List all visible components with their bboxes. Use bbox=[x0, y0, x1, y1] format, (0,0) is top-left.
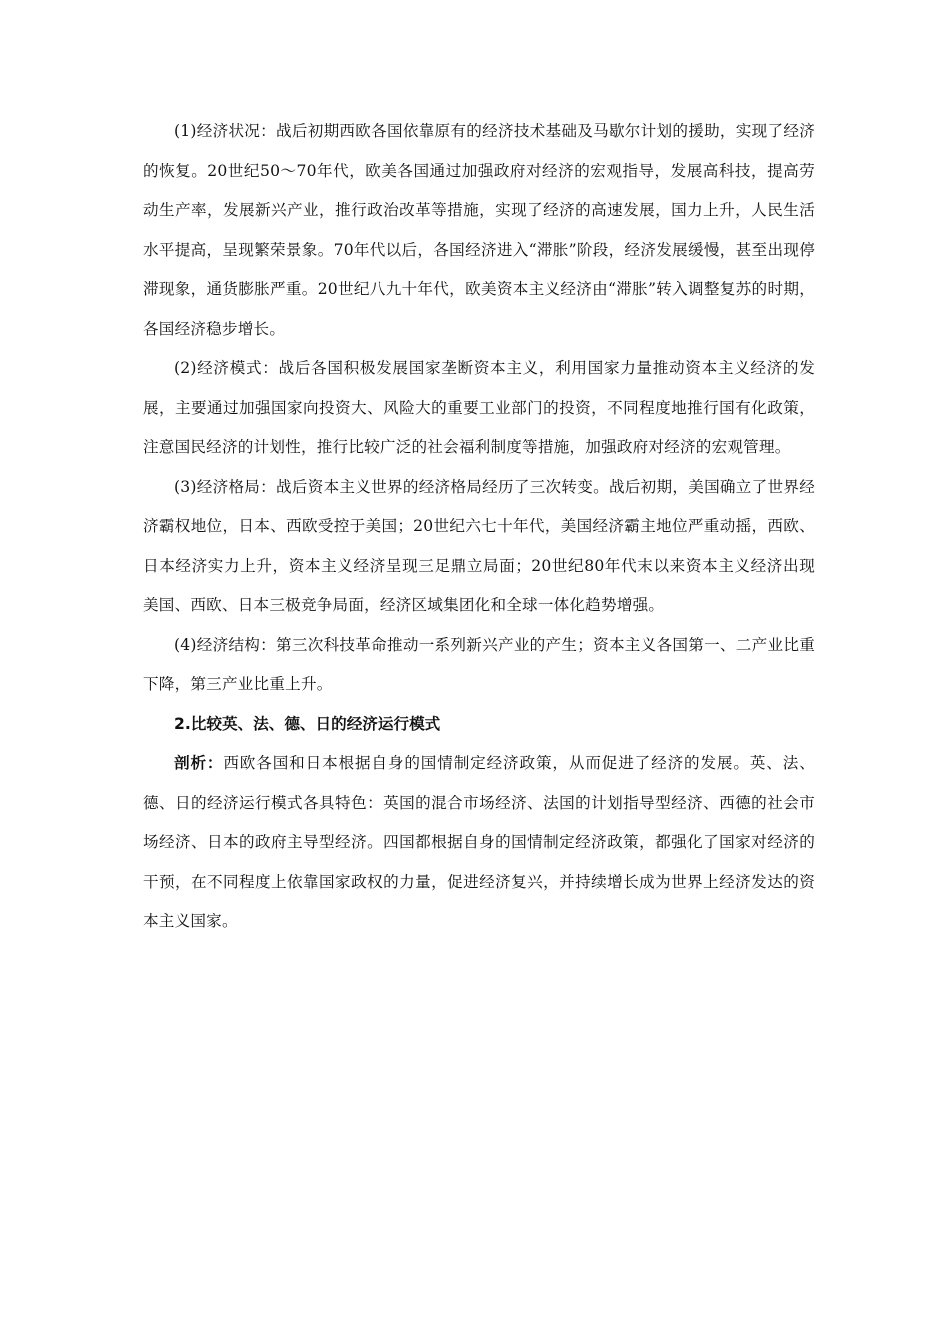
paragraph-economic-structure: (4)经济结构：第三次科技革命推动一系列新兴产业的产生；资本主义各国第一、二产业比重下降，第三产业比重上升。 bbox=[143, 635, 815, 693]
analysis-text: 西欧各国和日本根据自身的国情制定经济政策，从而促进了经济的发展。英、法、德、日的经济运行模式各具特色：英国的混合市场经济、法国的计划指导型经济、西德的社会市场经济、日本的政府主导型经济。四国都根据自身的国情制定经济政策，都强化了国家对经济的干预，在不同程度上依靠国家政权的力量，促进经济复兴，并持续增长成为世界上经济发达的资本主义国家。 bbox=[143, 754, 815, 930]
paragraph-economic-model: (2)经济模式：战后各国积极发展国家垄断资本主义，利用国家力量推动资本主义经济的发展，主要通过加强国家向投资大、风险大的重要工业部门的投资，不同程度地推行国有化政策，注意国民经济的计划性，推行比较广泛的社会福利制度等措施，加强政府对经济的宏观管理。 bbox=[143, 359, 815, 456]
document-page bbox=[143, 112, 815, 942]
paragraph-economic-pattern: (3)经济格局：战后资本主义世界的经济格局经历了三次转变。战后初期，美国确立了世界经济霸权地位，日本、西欧受控于美国；20世纪六七十年代，美国经济霸主地位严重动摇，西欧、日本经济实力上升，资本主义经济呈现三足鼎立局面；20世纪80年代末以来资本主义经济出现美国、西欧、日本三极竞争局面，经济区域集团化和全球一体化趋势增强。 bbox=[143, 477, 815, 614]
analysis-lead: 剖析： bbox=[174, 754, 224, 772]
paragraph-economic-status: (1)经济状况：战后初期西欧各国依靠原有的经济技术基础及马歇尔计划的援助，实现了经济的恢复。20世纪50～70年代，欧美各国通过加强政府对经济的宏观指导，发展高科技，提高劳动生产率，发展新兴产业，推行政治改革等措施，实现了经济的高速发展，国力上升，人民生活水平提高，呈现繁荣景象。70年代以后，各国经济进入“滞胀”阶段，经济发展缓慢，甚至出现停滞现象，通货膨胀严重。20世纪八九十年代，欧美资本主义经济由“滞胀”转入调整复苏的时期，各国经济稳步增长。 bbox=[143, 122, 815, 338]
section-heading: 2.比较英、法、德、日的经济运行模式 bbox=[174, 714, 441, 733]
paragraph-analysis bbox=[143, 744, 815, 942]
